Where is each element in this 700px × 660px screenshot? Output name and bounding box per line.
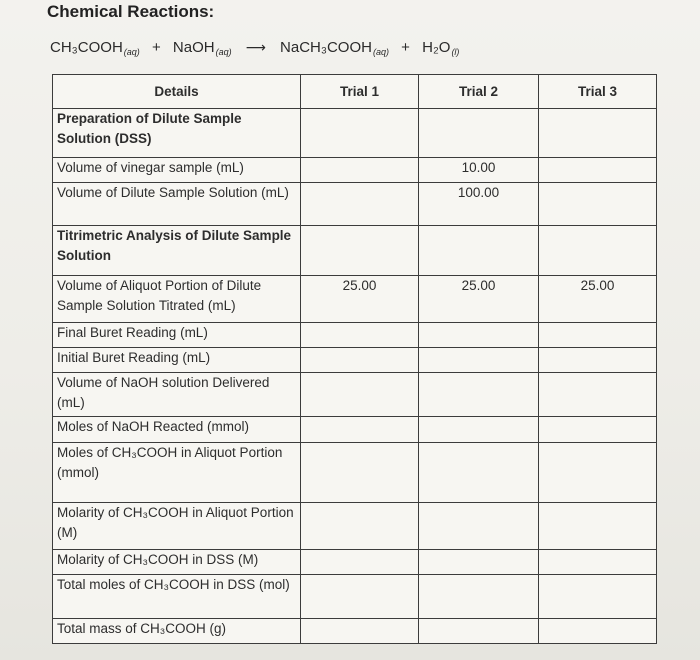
trial-1-value-cell bbox=[301, 373, 419, 417]
trial-2-value-cell bbox=[419, 503, 539, 550]
trial-2-value-cell bbox=[419, 619, 539, 644]
plus-sign: + bbox=[401, 39, 410, 56]
detail-label-cell: Initial Buret Reading (mL) bbox=[53, 348, 301, 373]
trial-3-value-cell bbox=[539, 158, 657, 183]
table-row bbox=[53, 503, 657, 550]
reactant-sodium-hydroxide: NaOH bbox=[172, 39, 215, 56]
detail-label-cell: Molarity of CH₃COOH in Aliquot Portion (M) bbox=[53, 503, 301, 550]
state-label: (l) bbox=[451, 47, 460, 57]
product-water: H₂O bbox=[422, 39, 451, 56]
column-header-details: Details bbox=[53, 75, 301, 109]
state-label: (aq) bbox=[123, 47, 140, 57]
trial-1-value-cell: 25.00 bbox=[301, 276, 419, 323]
trial-2-value-cell bbox=[419, 575, 539, 619]
trial-1-value-cell bbox=[301, 417, 419, 443]
trial-2-value-cell: 100.00 bbox=[419, 183, 539, 226]
table-row bbox=[53, 323, 657, 348]
column-header-trial-2: Trial 2 bbox=[419, 75, 539, 109]
table-row bbox=[53, 158, 657, 183]
trial-1-value-cell bbox=[301, 503, 419, 550]
trial-3-value-cell bbox=[539, 226, 657, 276]
trial-3-value-cell bbox=[539, 417, 657, 443]
detail-label-cell: Final Buret Reading (mL) bbox=[53, 323, 301, 348]
table-row bbox=[53, 183, 657, 226]
plus-sign: + bbox=[151, 39, 161, 56]
chemical-equation bbox=[50, 39, 459, 57]
trial-1-value-cell bbox=[301, 323, 419, 348]
trial-2-value-cell: 10.00 bbox=[419, 158, 539, 183]
trial-1-value-cell bbox=[301, 443, 419, 503]
state-label: (aq) bbox=[215, 47, 232, 57]
table-row bbox=[53, 417, 657, 443]
trial-1-value-cell bbox=[301, 348, 419, 373]
detail-label-cell: Moles of CH₃COOH in Aliquot Portion (mmol) bbox=[53, 443, 301, 503]
trial-3-value-cell bbox=[539, 443, 657, 503]
trial-3-value-cell bbox=[539, 348, 657, 373]
table-row bbox=[53, 550, 657, 575]
detail-label-cell: Moles of NaOH Reacted (mmol) bbox=[53, 417, 301, 443]
table-body bbox=[53, 109, 657, 644]
product-sodium-acetate: NaCH₃COOH bbox=[280, 39, 372, 56]
trial-1-value-cell bbox=[301, 575, 419, 619]
trial-3-value-cell bbox=[539, 503, 657, 550]
trial-3-value-cell bbox=[539, 550, 657, 575]
detail-label-cell: Volume of Dilute Sample Solution (mL) bbox=[53, 183, 301, 226]
trial-2-value-cell bbox=[419, 373, 539, 417]
section-heading-cell: Titrimetric Analysis of Dilute Sample Solution bbox=[53, 226, 301, 276]
trial-2-value-cell bbox=[419, 443, 539, 503]
trial-3-value-cell bbox=[539, 109, 657, 158]
trial-1-value-cell bbox=[301, 158, 419, 183]
trial-1-value-cell bbox=[301, 619, 419, 644]
trial-2-value-cell: 25.00 bbox=[419, 276, 539, 323]
reactant-acetic-acid: CH₃COOH bbox=[50, 39, 123, 56]
detail-label-cell: Total mass of CH₃COOH (g) bbox=[53, 619, 301, 644]
trial-3-value-cell: 25.00 bbox=[539, 276, 657, 323]
trial-2-value-cell bbox=[419, 226, 539, 276]
table-row bbox=[53, 619, 657, 644]
section-heading-cell: Preparation of Dilute Sample Solution (DSS) bbox=[53, 109, 301, 158]
table-row bbox=[53, 276, 657, 323]
trial-3-value-cell bbox=[539, 183, 657, 226]
page-title: Chemical Reactions: bbox=[47, 2, 215, 21]
state-label: (aq) bbox=[372, 47, 389, 57]
table-header-row bbox=[53, 75, 657, 109]
trial-3-value-cell bbox=[539, 619, 657, 644]
reaction-arrow-icon: ⟶ bbox=[245, 39, 266, 55]
detail-label-cell: Total moles of CH₃COOH in DSS (mol) bbox=[53, 575, 301, 619]
trial-1-value-cell bbox=[301, 109, 419, 158]
trial-3-value-cell bbox=[539, 575, 657, 619]
detail-label-cell: Volume of NaOH solution Delivered (mL) bbox=[53, 373, 301, 417]
table-row bbox=[53, 348, 657, 373]
column-header-trial-3: Trial 3 bbox=[539, 75, 657, 109]
trial-1-value-cell bbox=[301, 183, 419, 226]
trial-2-value-cell bbox=[419, 417, 539, 443]
trial-2-value-cell bbox=[419, 109, 539, 158]
table-row bbox=[53, 373, 657, 417]
table-row bbox=[53, 226, 657, 276]
detail-label-cell: Molarity of CH₃COOH in DSS (M) bbox=[53, 550, 301, 575]
trial-2-value-cell bbox=[419, 348, 539, 373]
data-table bbox=[52, 74, 657, 644]
table-row bbox=[53, 443, 657, 503]
trial-1-value-cell bbox=[301, 226, 419, 276]
trial-3-value-cell bbox=[539, 373, 657, 417]
column-header-trial-1: Trial 1 bbox=[301, 75, 419, 109]
trial-2-value-cell bbox=[419, 323, 539, 348]
trial-3-value-cell bbox=[539, 323, 657, 348]
table-row bbox=[53, 575, 657, 619]
detail-label-cell: Volume of Aliquot Portion of Dilute Sample Solution Titrated (mL) bbox=[53, 276, 301, 323]
trial-1-value-cell bbox=[301, 550, 419, 575]
detail-label-cell: Volume of vinegar sample (mL) bbox=[53, 158, 301, 183]
trial-2-value-cell bbox=[419, 550, 539, 575]
table-row bbox=[53, 109, 657, 158]
